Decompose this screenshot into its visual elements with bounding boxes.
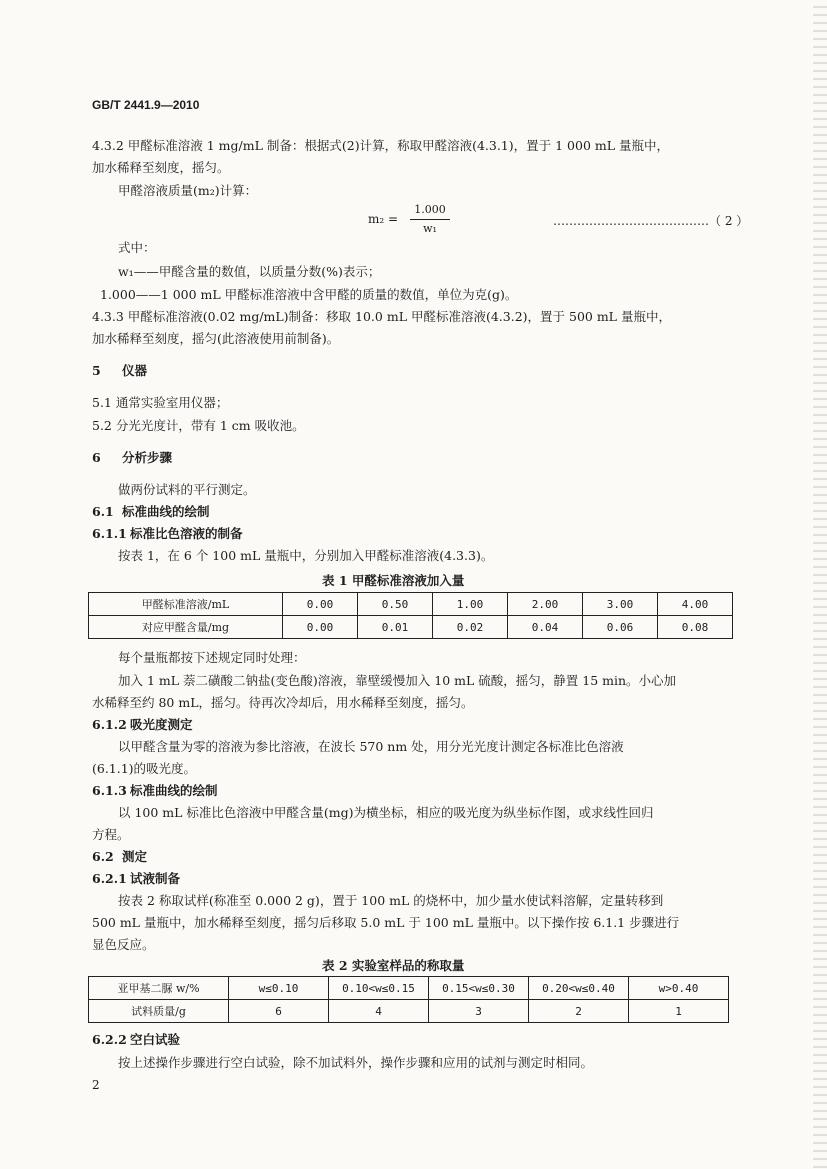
where-label: 式中： — [118, 240, 156, 255]
clause-6-1-1-heading — [92, 526, 243, 542]
formula-denominator: w₁ — [423, 222, 437, 235]
table-2-caption: 表 2 实验室样品的称取量 — [322, 958, 465, 973]
clause-6-1-title: 标准曲线的绘制 — [122, 504, 210, 519]
parallel-note: 做两份试料的平行测定。 — [118, 482, 256, 497]
clause-4-3-3-line2: 加水稀释至刻度，摇匀(此溶液使用前制备)。 — [92, 331, 340, 346]
definition-1000: 1.000——1 000 mL 甲醛标准溶液中含甲醛的质量的数值，单位为克(g)。 — [100, 287, 518, 302]
table-cell: 1 — [629, 1000, 729, 1023]
table-cell: w>0.40 — [629, 977, 729, 1000]
table-1-caption: 表 1 甲醛标准溶液加入量 — [322, 573, 465, 588]
table-row — [89, 977, 729, 1000]
clause-6-2-1-line2: 500 mL 量瓶中，加水稀释至刻度，摇匀后移取 5.0 mL 于 100 mL 量瓶中。以下操作按 6.1.1 步骤进行 — [92, 915, 680, 930]
table-cell: 0.04 — [508, 616, 583, 639]
table-cell: 2 — [529, 1000, 629, 1023]
clause-6-2-1-heading — [92, 871, 180, 887]
standard-header: GB/T 2441.9—2010 — [92, 98, 200, 112]
clause-6-1-2-title: 吸光度测定 — [130, 717, 193, 732]
clause-6-2-2-number: 6.2.2 — [92, 1032, 127, 1047]
clause-6-2-2-heading — [92, 1032, 180, 1048]
clause-6-2-1-line1: 按表 2 称取试样(称准至 0.000 2 g)，置于 100 mL 的烧杯中，加少量水使试料溶解，定量转移到 — [118, 893, 664, 908]
clause-6-1-1-number: 6.1.1 — [92, 526, 127, 541]
table-cell: 0.01 — [358, 616, 433, 639]
clause-5-1: 5.1 通常实验室用仪器； — [92, 395, 229, 410]
clause-4-3-3-line1: 4.3.3 甲醛标准溶液(0.02 mg/mL)制备：移取 10.0 mL 甲醛标准溶液(4.3.2)，置于 500 mL 量瓶中， — [92, 309, 671, 324]
clause-6-2-1-number: 6.2.1 — [92, 871, 127, 886]
section-5-title: 仪器 — [122, 363, 148, 378]
table-cell: 0.00 — [283, 593, 358, 616]
formula-number: …………………………………（ 2 ） — [553, 214, 749, 228]
mass-intro: 甲醛溶液质量(m₂)计算： — [118, 183, 258, 198]
processing-text-line2: 水稀释至约 80 mL，摇匀。待再次冷却后，用水稀释至刻度，摇匀。 — [92, 695, 474, 710]
clause-6-1-3-line2: 方程。 — [92, 827, 130, 842]
section-6-title: 分析步骤 — [122, 450, 173, 465]
clause-6-1-2-line1: 以甲醛含量为零的溶液为参比溶液，在波长 570 nm 处，用分光光度计测定各标准比色溶液 — [118, 739, 624, 754]
table-row — [89, 593, 733, 616]
clause-6-2-1-line3: 显色反应。 — [92, 937, 155, 952]
section-5-heading — [92, 363, 147, 379]
definition-w1: w₁——甲醛含量的数值，以质量分数(%)表示； — [118, 264, 381, 279]
table-cell: 3 — [429, 1000, 529, 1023]
clause-6-2-number: 6.2 — [92, 849, 114, 864]
table-cell: 0.15<w≤0.30 — [429, 977, 529, 1000]
table-cell: 甲醛标准溶液/mL — [89, 593, 283, 616]
clause-6-2-2-text: 按上述操作步骤进行空白试验，除不加试料外，操作步骤和应用的试剂与测定时相同。 — [118, 1055, 594, 1070]
formula-lhs: m₂ = — [368, 212, 399, 226]
table-cell: 2.00 — [508, 593, 583, 616]
clause-6-2-2-title: 空白试验 — [130, 1032, 181, 1047]
clause-4-3-2-line1: 4.3.2 甲醛标准溶液 1 mg/mL 制备：根据式(2)计算，称取甲醛溶液(4.3.1)，置于 1 000 mL 量瓶中， — [92, 138, 669, 153]
clause-6-1-3-heading — [92, 783, 218, 799]
table-cell: 对应甲醛含量/mg — [89, 616, 283, 639]
section-6-number: 6 — [92, 450, 101, 465]
table-2 — [88, 976, 729, 1023]
section-6-heading — [92, 450, 172, 466]
table-cell: 4 — [329, 1000, 429, 1023]
table-cell: 3.00 — [583, 593, 658, 616]
table-cell: 0.02 — [433, 616, 508, 639]
table-cell: 0.10<w≤0.15 — [329, 977, 429, 1000]
clause-6-2-title: 测定 — [122, 849, 148, 864]
table-cell: w≤0.10 — [229, 977, 329, 1000]
table-row — [89, 1000, 729, 1023]
table-cell: 试料质量/g — [89, 1000, 229, 1023]
clause-6-2-1-title: 试液制备 — [130, 871, 181, 886]
table-row — [89, 616, 733, 639]
scan-edge — [813, 0, 827, 1169]
processing-intro: 每个量瓶都按下述规定同时处理： — [118, 650, 306, 665]
table-cell: 6 — [229, 1000, 329, 1023]
section-5-number: 5 — [92, 363, 101, 378]
table-cell: 0.20<w≤0.40 — [529, 977, 629, 1000]
table-cell: 亚甲基二脲 w/% — [89, 977, 229, 1000]
table-cell: 1.00 — [433, 593, 508, 616]
clause-6-1-number: 6.1 — [92, 504, 114, 519]
table-cell: 0.08 — [658, 616, 733, 639]
clause-6-1-heading — [92, 504, 210, 520]
clause-6-1-3-line1: 以 100 mL 标准比色溶液中甲醛含量(mg)为横坐标，相应的吸光度为纵坐标作图，或求线性回归 — [118, 805, 654, 820]
clause-4-3-2-line2: 加水稀释至刻度，摇匀。 — [92, 160, 230, 175]
clause-5-2: 5.2 分光光度计，带有 1 cm 吸收池。 — [92, 418, 305, 433]
clause-6-1-2-heading — [92, 717, 193, 733]
clause-6-1-3-number: 6.1.3 — [92, 783, 127, 798]
table-cell: 4.00 — [658, 593, 733, 616]
table-1 — [88, 592, 733, 639]
processing-text-line1: 加入 1 mL 萘二磺酸二钠盐(变色酸)溶液，靠壁缓慢加入 10 mL 硫酸，摇匀，静置 15 min。小心加 — [118, 673, 677, 688]
clause-6-2-heading — [92, 849, 147, 865]
clause-6-1-1-title: 标准比色溶液的制备 — [130, 526, 243, 541]
table-cell: 0.50 — [358, 593, 433, 616]
formula-numerator: 1.000 — [414, 203, 446, 216]
clause-6-1-2-number: 6.1.2 — [92, 717, 127, 732]
table-cell: 0.00 — [283, 616, 358, 639]
clause-6-1-2-line2: (6.1.1)的吸光度。 — [92, 761, 197, 776]
table-cell: 0.06 — [583, 616, 658, 639]
fraction-bar — [410, 219, 450, 220]
clause-6-1-1-text: 按表 1，在 6 个 100 mL 量瓶中，分别加入甲醛标准溶液(4.3.3)。 — [118, 548, 494, 563]
page-number: 2 — [92, 1078, 100, 1092]
clause-6-1-3-title: 标准曲线的绘制 — [130, 783, 218, 798]
